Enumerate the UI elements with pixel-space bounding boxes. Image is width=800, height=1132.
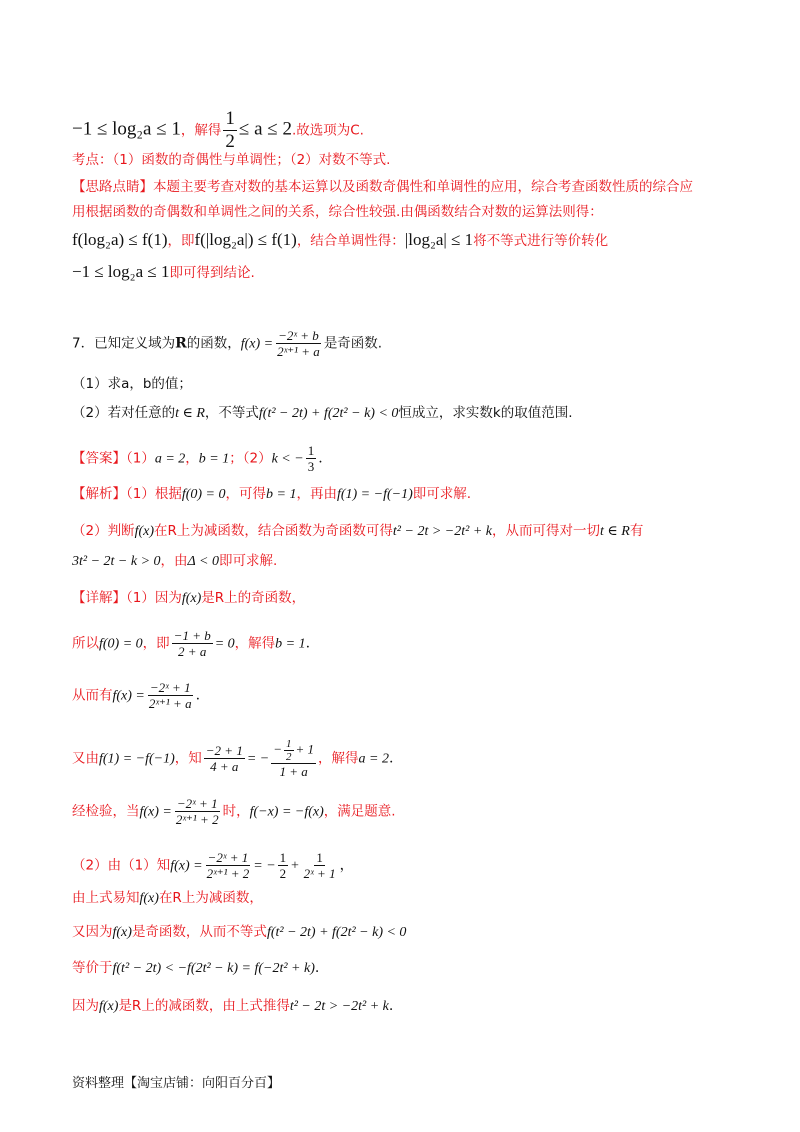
text: ，知: [174, 750, 202, 767]
text: （1）因为: [126, 590, 182, 606]
text: 即可求解.: [218, 553, 278, 569]
q7-stem: [72, 328, 382, 359]
q7-part1: （1）求a，b的值；: [72, 376, 192, 392]
text: （1）根据: [126, 486, 182, 502]
xj-line10: [72, 996, 393, 1017]
math: t² − 2t > −2t² + k: [289, 999, 389, 1014]
math: a = 2: [154, 451, 186, 467]
text: 在R上为减函数，: [158, 890, 263, 906]
math: |log₂a| ≤ 1: [404, 230, 474, 249]
fraction: $\frac{-1 + b}{2 + a}$: [173, 628, 211, 659]
text: 是奇函数.: [323, 335, 383, 352]
math: f(x): [181, 591, 202, 606]
math: f(−x) = −f(x): [249, 804, 324, 820]
text: 时，: [222, 803, 250, 820]
text: ，解得: [234, 635, 276, 652]
text: ，由: [160, 553, 188, 569]
text: （2）由（1）知: [72, 857, 171, 874]
fraction: $\frac{\text{−2ˣ + b}}{\text{2ˣ⁺¹ + a}}$: [277, 328, 320, 359]
math: ≤ a ≤ 2: [238, 118, 292, 140]
text: 经检验，当: [72, 803, 140, 820]
xj-line2: [72, 628, 310, 659]
math: f(x) =: [240, 336, 274, 352]
silu-line1: 【思路点睛】本题主要考查对数的基本运算以及函数奇偶性和单调性的应用，综合考查函数性质的综合应: [72, 179, 693, 195]
text: 的函数，: [186, 335, 241, 352]
text: 因为: [72, 998, 99, 1014]
text: （2）判断: [72, 523, 135, 539]
fraction: $\frac{1}{2}$: [279, 850, 287, 881]
fraction: $\frac{\text{−2ˣ + 1}}{\text{2ˣ⁺¹ + a}}$: [148, 680, 192, 711]
text: 有: [629, 523, 644, 539]
math: +: [290, 858, 300, 874]
math: = 0: [214, 636, 235, 652]
xiangjie-label: 【详解】: [72, 590, 126, 606]
text: R: [175, 335, 187, 352]
text: ，解得: [180, 122, 222, 139]
silu-line3: [72, 230, 608, 251]
text: （2）若对任意的: [72, 405, 176, 421]
math: t ∈ R: [175, 406, 205, 421]
xj-line1: [72, 588, 305, 609]
math: f(0) = 0: [181, 487, 226, 502]
math: b = 1: [266, 487, 297, 502]
fraction-half: $\frac{1}{2}$: [225, 108, 235, 152]
math: f(log₂a) ≤ f(1): [72, 230, 168, 249]
silu-line2: 用根据函数的奇偶数和单调性之间的关系，综合性较强.由偶函数结合对数的运算法则得：: [72, 204, 603, 220]
text: ；（2）: [229, 450, 272, 467]
answer-label: 【答案】: [72, 450, 126, 467]
xj-line5: [72, 796, 396, 827]
text: ，: [339, 857, 354, 874]
fraction-nested: − $\frac{1}{2}$ + 1 1 + a: [273, 738, 315, 779]
math: k < −: [271, 451, 304, 467]
math: = −: [246, 751, 270, 767]
xj-line3: [72, 680, 200, 711]
jiexi-line3: [72, 551, 277, 572]
text: .: [314, 960, 320, 976]
fraction: $\frac{\text{−2ˣ + 1}}{\text{2ˣ⁺¹ + 2}}$: [206, 850, 250, 881]
text: ，可得: [225, 486, 267, 502]
text: ，即: [167, 233, 195, 249]
jiexi-line1: [72, 484, 471, 505]
text: （1）: [126, 450, 155, 467]
text: ，从而可得对一切: [492, 523, 600, 539]
text: ，即: [142, 635, 170, 652]
text: 将不等式进行等价转化: [473, 233, 609, 249]
math: f(x): [134, 524, 155, 539]
math: f(x): [112, 925, 132, 940]
xj-line9: [72, 958, 319, 979]
kaodian: 考点：（1）函数的奇偶性与单调性；（2）对数不等式.: [72, 152, 391, 168]
math: f(0) = 0: [99, 636, 143, 652]
math: f(x): [99, 999, 119, 1014]
xj-line4: [72, 738, 393, 779]
text: 又由: [72, 750, 99, 767]
math: b = 1: [275, 636, 306, 652]
math: f(t² − 2t) + f(2t² − k) < 0: [258, 406, 399, 421]
jiexi-line2: [72, 521, 643, 542]
xj-line6: [72, 850, 354, 881]
page-footer: 资料整理【淘宝店铺：向阳百分百】: [72, 1076, 281, 1091]
math: −1 ≤ log₂a ≤ 1: [72, 118, 181, 140]
text: ，满足题意.: [323, 803, 396, 820]
math: −1 ≤ log₂a ≤ 1: [72, 262, 170, 281]
text: .: [195, 687, 201, 704]
text: 是R上的奇函数，: [201, 590, 306, 606]
text: 7．已知定义域为: [72, 335, 176, 352]
text: ，解得: [318, 750, 359, 767]
fraction: $\frac{1}{3}$: [307, 443, 315, 474]
math: b = 1: [198, 451, 230, 467]
math: f(1) = −f(−1): [336, 487, 413, 502]
math: = −: [253, 858, 276, 874]
text: ，不等式: [204, 405, 259, 421]
text: .故选项为C.: [291, 122, 364, 139]
text: ，再由: [296, 486, 337, 502]
text: 恒成立，求实数k的取值范围.: [398, 405, 573, 421]
math: f(t² − 2t) < −f(2t² − k) = f(−2t² + k): [112, 961, 315, 976]
math: t² − 2t > −2t² + k: [392, 524, 492, 539]
text: ，结合单调性得：: [296, 233, 405, 249]
fraction: $\frac{-2 + 1}{4 + a}$: [205, 743, 243, 774]
text: .: [388, 998, 394, 1014]
math: f(|log₂a|) ≤ f(1): [194, 230, 297, 249]
jiexi-label: 【解析】: [72, 486, 126, 502]
math: f(x): [139, 891, 159, 906]
text: 是R上的减函数，由上式推得: [118, 998, 290, 1014]
text: 即可求解.: [412, 486, 472, 502]
fraction: $\frac{\text{−2ˣ + 1}}{\text{2ˣ⁺¹ + 2}}$: [175, 796, 219, 827]
text: 即可得到结论.: [169, 265, 255, 281]
math: f(x) =: [112, 688, 145, 704]
text: 在R上为减函数，结合函数为奇函数可得: [154, 523, 393, 539]
prev-line1: [72, 108, 364, 153]
fraction: $\frac{1}{\text{2ˣ + 1}}$: [303, 850, 336, 881]
text: .: [389, 750, 394, 767]
math: f(x) =: [139, 804, 172, 820]
silu-line4: [72, 262, 255, 283]
q7-part2: [72, 403, 573, 424]
answer-line: [72, 443, 323, 474]
math: f(x) =: [170, 858, 203, 874]
text: ，: [185, 450, 199, 467]
text: .: [305, 635, 311, 652]
text: .: [318, 450, 323, 467]
xj-line8: [72, 922, 406, 943]
text: 由上式易知: [72, 890, 140, 906]
text: 是奇函数，从而不等式: [131, 924, 267, 940]
math: t ∈ R: [600, 524, 630, 539]
text: 等价于: [72, 960, 113, 976]
text: 从而有: [72, 687, 113, 704]
xj-line7: [72, 888, 263, 909]
text: 所以: [72, 635, 99, 652]
math: f(t² − 2t) + f(2t² − k) < 0: [266, 925, 407, 940]
text: 又因为: [72, 924, 113, 940]
math: f(1) = −f(−1): [99, 751, 175, 767]
math: Δ < 0: [187, 554, 219, 569]
math: 3t² − 2t − k > 0: [72, 554, 161, 569]
math: a = 2: [358, 751, 389, 767]
